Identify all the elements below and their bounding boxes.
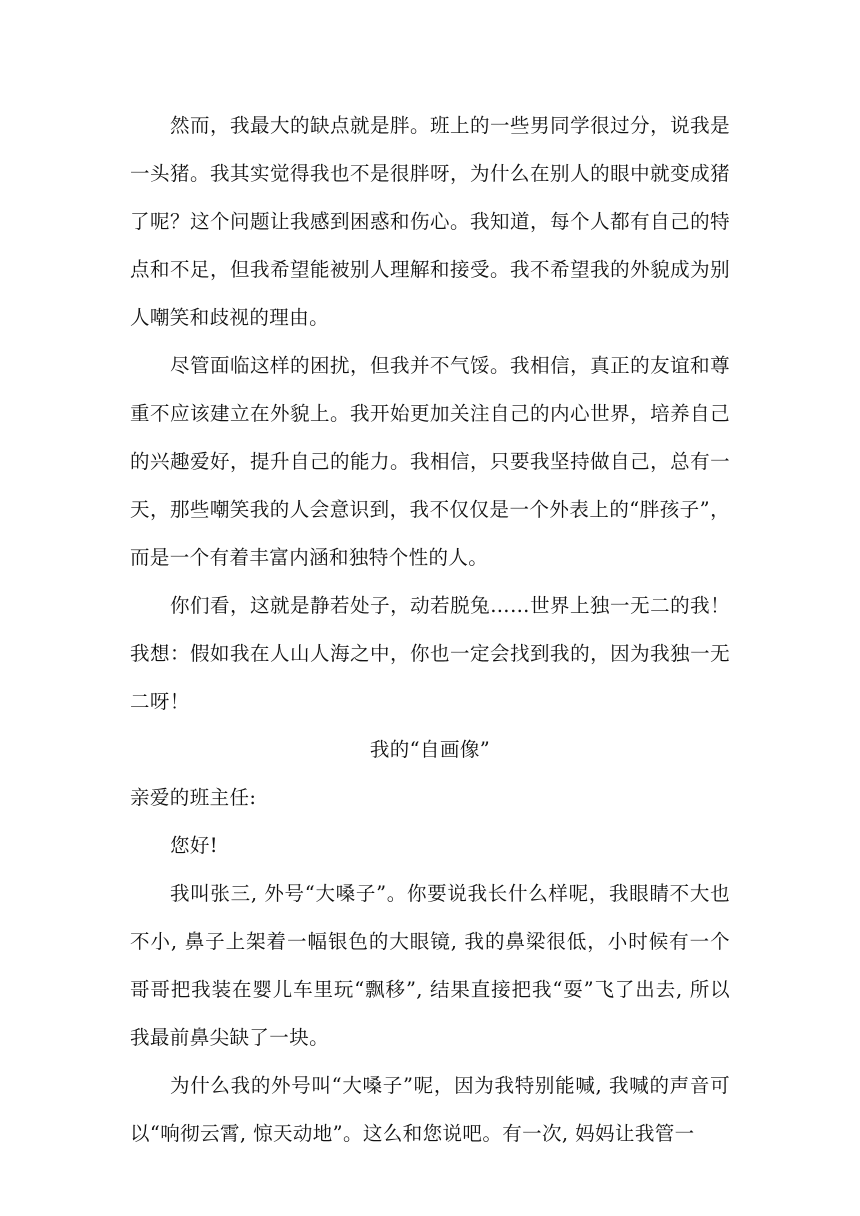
- paragraph-greeting: 您好!: [170, 834, 219, 857]
- paragraph-introduction: 我叫张三, 外号“大嗓子”。你要说我长什么样呢，我眼睛不大也不小, 鼻子上架着一幅银色的大眼镜, 我的鼻梁很低，小时候有一个哥哥把我装在婴儿车里玩“飘移”, 结果直接把我“耍”飞了出去, 所以我最前鼻尖缺了一块。: [130, 882, 730, 1049]
- paragraph-nickname: 为什么我的外号叫“大嗓子”呢，因为我特别能喊, 我喊的声音可以“响彻云霄, 惊天动地”。这么和您说吧。有一次, 妈妈让我管一: [130, 1074, 730, 1145]
- paragraph-perseverance: 尽管面临这样的困扰，但我并不气馁。我相信，真正的友谊和尊重不应该建立在外貌上。我开始更加关注自己的内心世界，培养自己的兴趣爱好，提升自己的能力。我相信，只要我坚持做自己，总有一天，那些嘲笑我的人会意识到，我不仅仅是一个外表上的“胖孩子”，而是一个有着丰富内涵和独特个性的人。: [130, 354, 730, 569]
- paragraph-conclusion: 你们看，这就是静若处子，动若脱兔……世界上独一无二的我！我想：假如我在人山人海之中，你也一定会找到我的，因为我独一无二呀！: [130, 594, 730, 713]
- document-page: [130, 102, 730, 1158]
- essay-title: 我的“自画像”: [369, 738, 491, 761]
- letter-salutation: 亲爱的班主任:: [130, 786, 257, 809]
- paragraph-weakness: 然而，我最大的缺点就是胖。班上的一些男同学很过分，说我是一头猪。我其实觉得我也不是很胖呀，为什么在别人的眼中就变成猪了呢？这个问题让我感到困惑和伤心。我知道，每个人都有自己的特点和不足，但我希望能被别人理解和接受。我不希望我的外貌成为别人嘲笑和歧视的理由。: [130, 114, 730, 329]
